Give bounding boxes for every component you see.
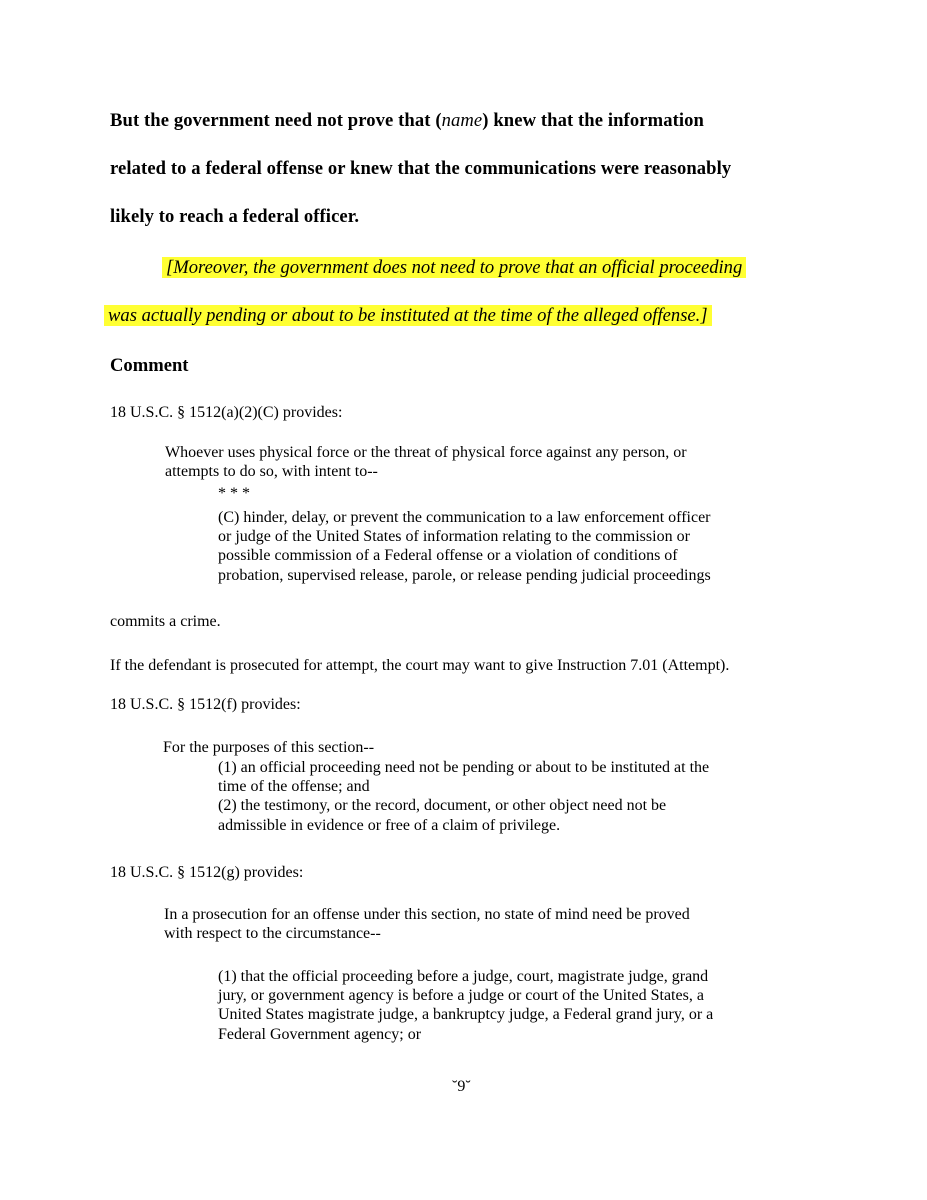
name-placeholder: name [441, 110, 483, 131]
quote-line: Federal Government agency; or [218, 1025, 422, 1043]
commits-a-crime: commits a crime. [110, 613, 221, 630]
quote-line: attempts to do so, with intent to-- [165, 463, 378, 481]
attempt-note: If the defendant is prosecuted for attempt, the court may want to give Instruction 7.01 (Attempt). [110, 657, 730, 674]
quote-line: (2) the testimony, or the record, document, or other object need not be [218, 797, 667, 815]
page-number: ˘9˘ [452, 1078, 471, 1095]
quote-line: possible commission of a Federal offense or a violation of conditions of [218, 547, 678, 565]
instruction-text: But the government need not prove that ( [110, 110, 442, 131]
highlighted-line-1 [162, 256, 746, 280]
comment-heading: Comment [110, 355, 189, 376]
ellipsis: * * * [218, 485, 250, 502]
quote-1512g-intro [164, 905, 690, 943]
quote-line: jury, or government agency is before a judge or court of the United States, a [218, 987, 704, 1005]
quote-1512a-intro [165, 443, 687, 481]
quote-line: with respect to the circumstance-- [164, 925, 381, 943]
quote-1512f-intro: For the purposes of this section-- [163, 739, 375, 756]
quote-line: United States magistrate judge, a bankruptcy judge, a Federal grand jury, or a [218, 1006, 714, 1024]
quote-1512a-subsection-c [218, 508, 711, 585]
quote-line: or judge of the United States of information relating to the commission or [218, 528, 690, 546]
citation-1512g: 18 U.S.C. § 1512(g) provides: [110, 864, 304, 881]
quote-line: In a prosecution for an offense under this section, no state of mind need be proved [164, 906, 690, 923]
quote-line: admissible in evidence or free of a claim of privilege. [218, 816, 561, 834]
citation-1512a: 18 U.S.C. § 1512(a)(2)(C) provides: [110, 404, 343, 421]
instruction-line-1 [110, 110, 704, 132]
highlighted-text: [Moreover, the government does not need to prove that an official proceeding [162, 257, 746, 278]
quote-line: probation, supervised release, parole, or release pending judicial proceedings [218, 566, 711, 584]
instruction-line-2: related to a federal offense or knew that the communications were reasonably [110, 158, 732, 179]
instruction-text: ) knew that the information [482, 110, 704, 131]
citation-1512f: 18 U.S.C. § 1512(f) provides: [110, 696, 301, 713]
quote-line: (C) hinder, delay, or prevent the communication to a law enforcement officer [218, 509, 711, 526]
instruction-line-3: likely to reach a federal officer. [110, 206, 360, 227]
highlighted-line-2 [104, 304, 712, 328]
quote-line: time of the offense; and [218, 778, 370, 796]
quote-line: (1) that the official proceeding before a judge, court, magistrate judge, grand [218, 968, 709, 985]
quote-line: (1) an official proceeding need not be pending or about to be instituted at the [218, 759, 710, 776]
quote-line: Whoever uses physical force or the threat of physical force against any person, or [165, 444, 687, 461]
quote-1512f-items [218, 758, 709, 835]
quote-1512g-item-1 [218, 967, 713, 1044]
highlighted-text: was actually pending or about to be instituted at the time of the alleged offense.] [104, 305, 712, 326]
